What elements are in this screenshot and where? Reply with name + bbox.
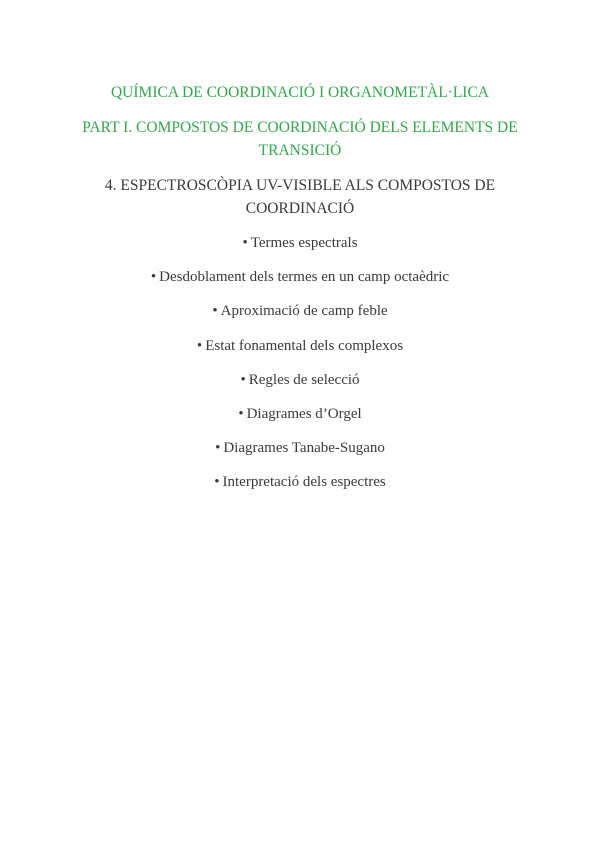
topic-item xyxy=(60,335,540,369)
topic-list xyxy=(60,232,540,506)
bullet-icon: • xyxy=(214,474,220,491)
topic-label: Interpretació dels espectres xyxy=(222,474,386,491)
topic-item xyxy=(60,266,540,300)
topic-label: Aproximació de camp feble xyxy=(220,303,388,320)
topic-label: Termes espectrals xyxy=(250,235,358,251)
topic-item xyxy=(60,369,540,403)
bullet-icon: • xyxy=(240,371,246,388)
bullet-icon: • xyxy=(242,235,248,251)
topic-label: Estat fonamental dels complexos xyxy=(205,337,404,354)
topic-label: Regles de selecció xyxy=(248,371,360,388)
bullet-icon: • xyxy=(215,440,221,457)
topic-item xyxy=(60,471,540,505)
course-title: QUÍMICA DE COORDINACIÓ I ORGANOMETÀL·LICA xyxy=(110,84,489,101)
bullet-icon: • xyxy=(196,337,203,354)
topic-label: Desdoblament dels termes en un camp octaèdric xyxy=(159,269,450,286)
part-title: PART I. COMPOSTOS DE COORDINACIÓ DELS ELEMENTS DE TRANSICIÓ xyxy=(82,119,518,159)
bullet-icon: • xyxy=(212,303,218,320)
topic-label: Diagrames d’Orgel xyxy=(246,405,362,422)
bullet-icon: • xyxy=(150,269,157,286)
topic-item xyxy=(60,437,540,471)
topic-item xyxy=(60,300,540,334)
topic-label: Diagrames Tanabe-Sugano xyxy=(223,440,385,457)
chapter-title: 4. ESPECTROSCÒPIA UV-VISIBLE ALS COMPOSTOS DE COORDINACIÓ xyxy=(104,177,496,217)
topic-item xyxy=(60,232,540,266)
bullet-icon: • xyxy=(238,405,244,422)
topic-item xyxy=(60,403,540,437)
